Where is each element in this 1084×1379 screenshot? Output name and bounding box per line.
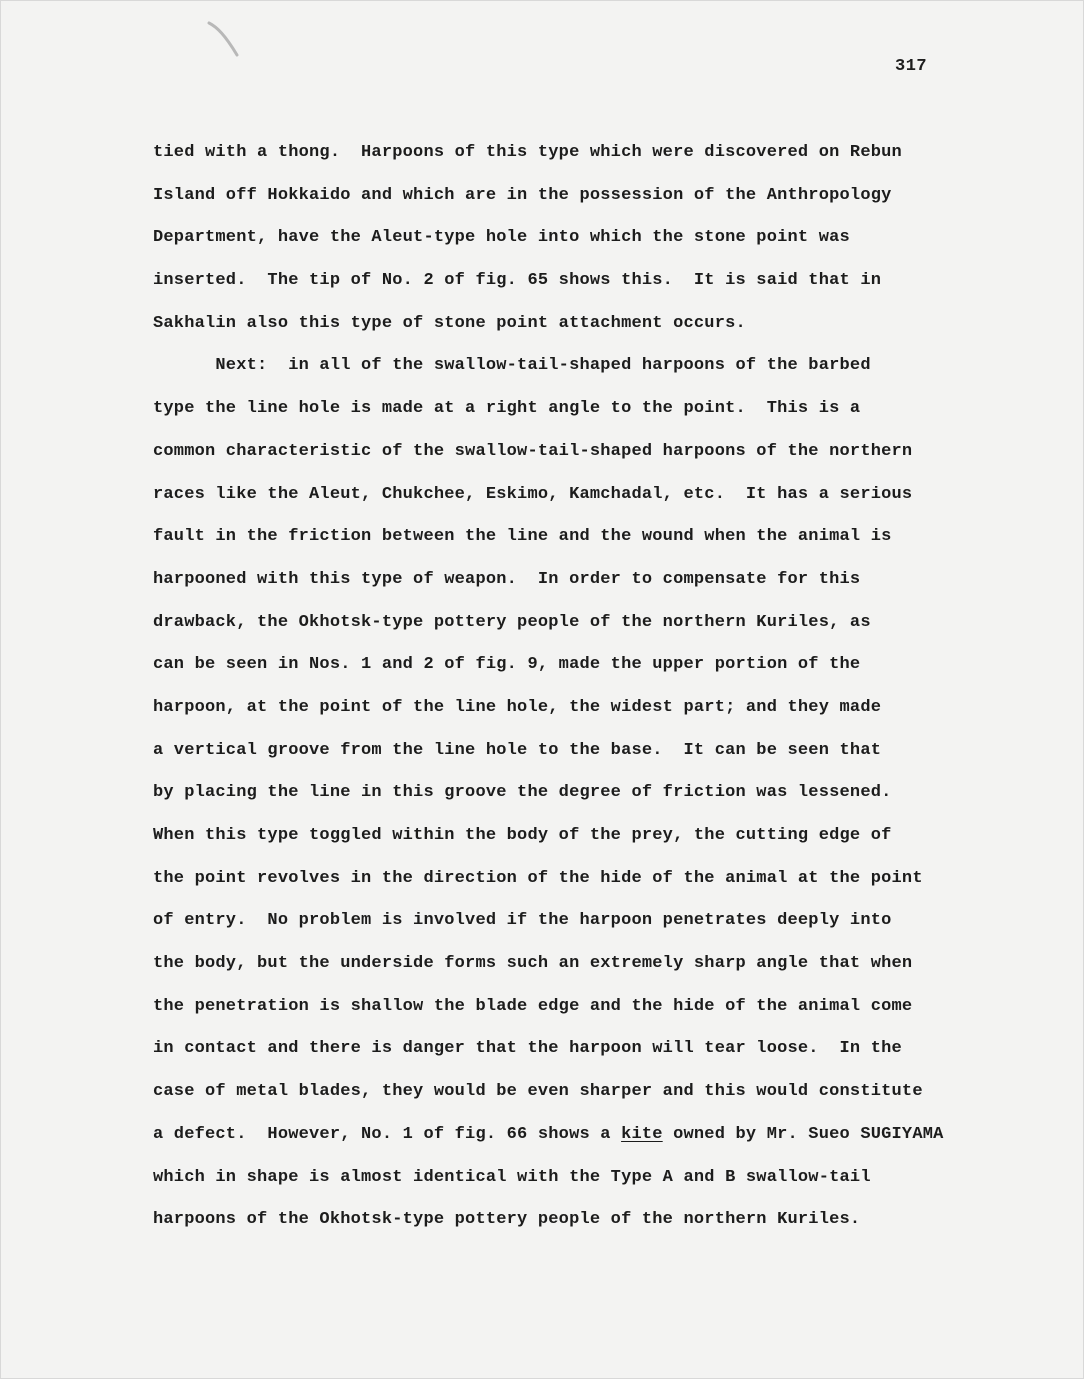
text-line-with-underline — [153, 1123, 973, 1166]
text-line: Sakhalin also this type of stone point attachment occurs. — [153, 313, 746, 333]
text-line: which in shape is almost identical with the Type A and B swallow-tail — [153, 1167, 871, 1187]
page-number: 317 — [895, 57, 928, 76]
underlined-word: kite — [621, 1124, 663, 1144]
text-line: the penetration is shallow the blade edge and the hide of the animal come — [153, 996, 913, 1016]
text-line: of entry. No problem is involved if the harpoon penetrates deeply into — [153, 911, 892, 931]
text-line: the point revolves in the direction of the hide of the animal at the point — [153, 868, 923, 888]
text-line: in contact and there is danger that the harpoon will tear loose. In the — [153, 1039, 902, 1059]
text-line: races like the Aleut, Chukchee, Eskimo, Kamchadal, etc. It has a serious — [153, 484, 913, 504]
text-segment: owned by Mr. Sueo SUGIYAMA — [662, 1124, 944, 1144]
text-line: harpoon, at the point of the line hole, the widest part; and they made — [153, 697, 882, 717]
text-segment: a defect. However, No. 1 of fig. 66 shows a — [153, 1124, 622, 1144]
text-line: fault in the friction between the line and the wound when the animal is — [153, 527, 892, 547]
text-line: by placing the line in this groove the degree of friction was lessened. — [153, 783, 892, 803]
text-line: harpooned with this type of weapon. In order to compensate for this — [153, 569, 861, 589]
text-line: tied with a thong. Harpoons of this type which were discovered on Rebun — [153, 143, 902, 162]
text-line: Island off Hokkaido and which are in the possession of the Anthropology — [153, 185, 892, 205]
text-line: drawback, the Okhotsk-type pottery people of the northern Kuriles, as — [153, 612, 871, 632]
text-line: Department, have the Aleut-type hole into which the stone point was — [153, 228, 850, 248]
text-line: common characteristic of the swallow-tail-shaped harpoons of the northern — [153, 441, 913, 461]
text-line: type the line hole is made at a right angle to the point. This is a — [153, 399, 861, 419]
text-line: When this type toggled within the body of the prey, the cutting edge of — [153, 826, 892, 845]
body-text — [153, 141, 973, 1251]
text-line: Next: in all of the swallow-tail-shaped harpoons of the barbed — [153, 356, 871, 376]
text-line: inserted. The tip of No. 2 of fig. 65 shows this. It is said that in — [153, 271, 882, 291]
text-line: a vertical groove from the line hole to the base. It can be seen that — [153, 740, 882, 760]
text-line: case of metal blades, they would be even sharper and this would constitute — [153, 1082, 923, 1102]
text-line: harpoons of the Okhotsk-type pottery people of the northern Kuriles. — [153, 1210, 861, 1230]
pen-mark — [207, 19, 241, 59]
text-line: can be seen in Nos. 1 and 2 of fig. 9, made the upper portion of the — [153, 655, 861, 675]
text-line: the body, but the underside forms such an extremely sharp angle that when — [153, 954, 913, 974]
